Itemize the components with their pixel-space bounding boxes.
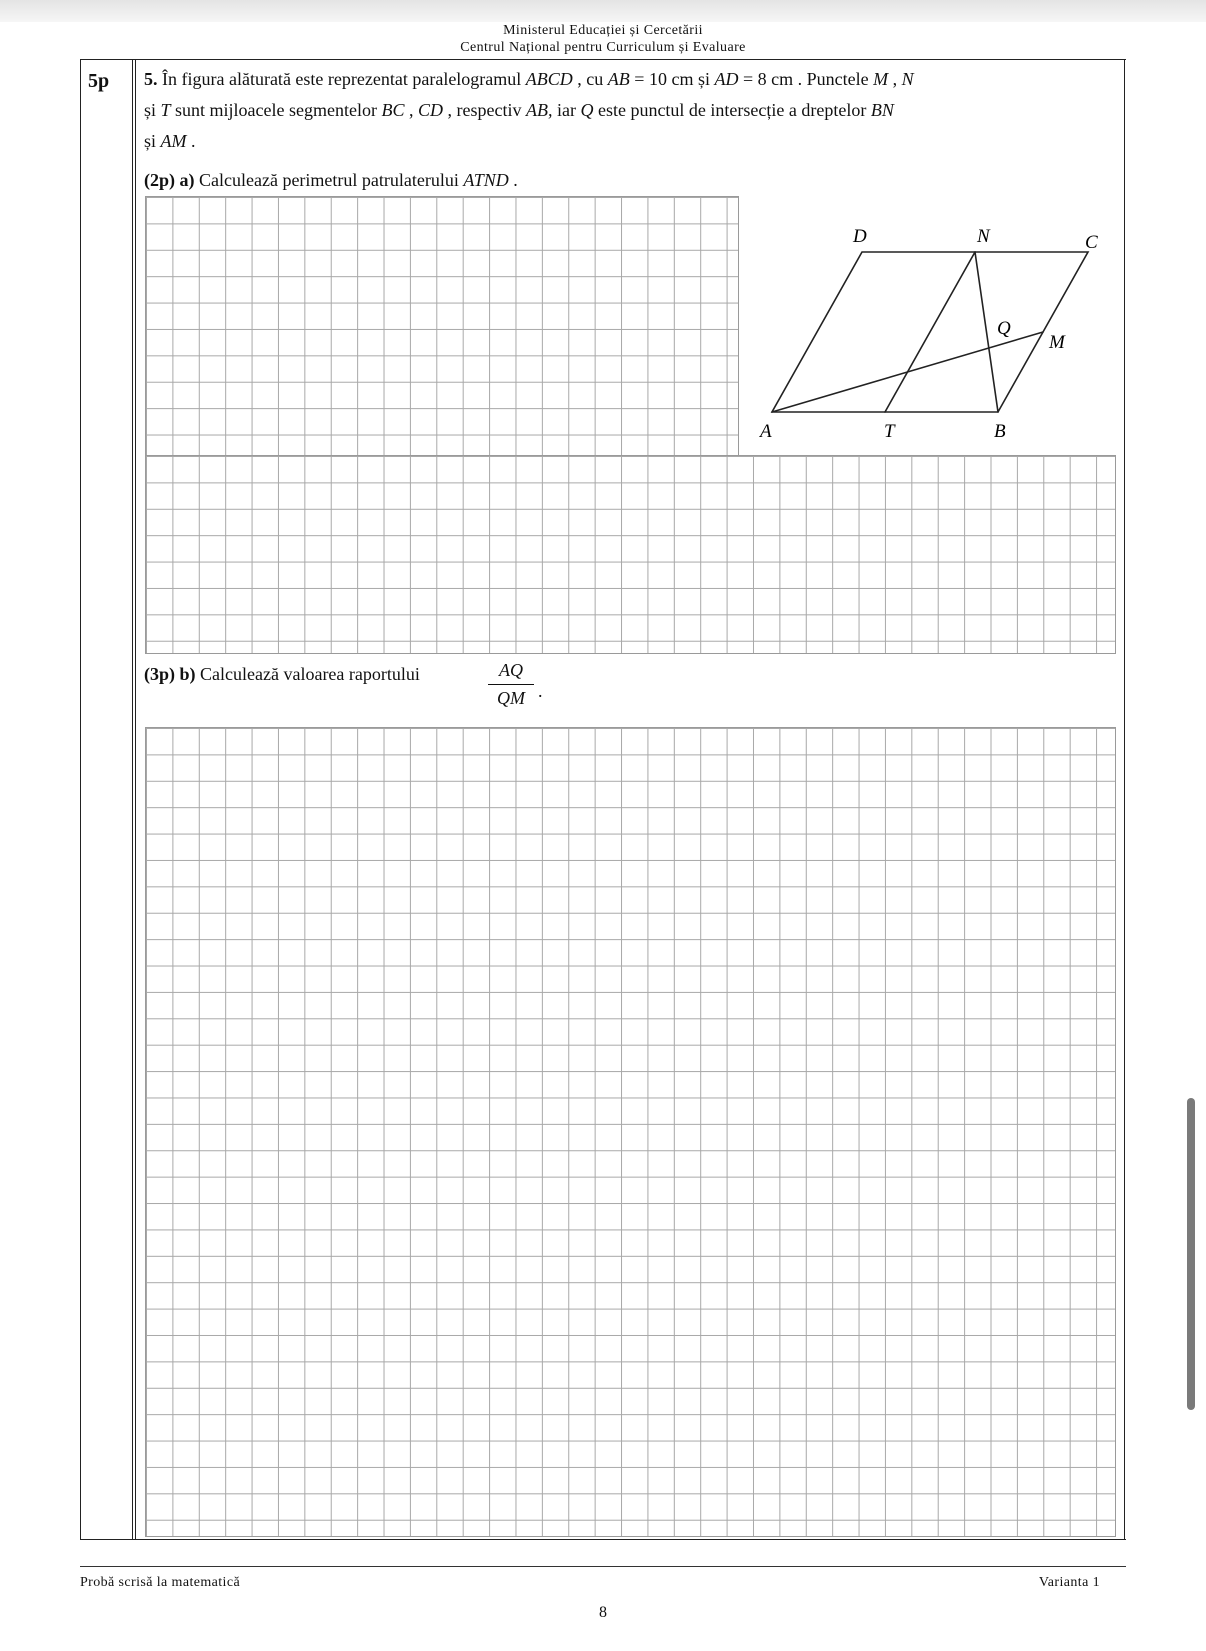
label-q: Q: [997, 318, 1011, 339]
part-a-points: (2p): [144, 170, 175, 190]
header-rule: [80, 59, 1126, 60]
label-c: C: [1085, 232, 1098, 253]
segment-tn: [885, 252, 975, 412]
answer-grid-b[interactable]: [145, 727, 1116, 1537]
frame-points-divider: [132, 60, 136, 1540]
answer-grid-a-upper[interactable]: [145, 196, 739, 456]
fraction-denominator: QM: [497, 688, 525, 708]
page-header: [0, 22, 1206, 56]
header-ministry: Ministerul Educației și Cercetării: [503, 23, 703, 38]
problem-points: 5p: [88, 70, 110, 92]
footer-rule: [80, 1566, 1126, 1567]
top-strip: [0, 0, 1206, 22]
footer-variant: Varianta 1: [1038, 1575, 1100, 1590]
scrollbar-thumb[interactable]: [1187, 1098, 1195, 1410]
ratio-fraction: [488, 660, 534, 709]
part-a-prompt: (2p) a) Calculează perimetrul patrulaterului ATND .: [144, 170, 518, 190]
fraction-numerator: AQ: [499, 660, 523, 680]
answer-grid-a-lower[interactable]: [145, 455, 1116, 654]
part-b-period: .: [538, 681, 543, 701]
fraction-bar: [488, 684, 534, 685]
label-b: B: [994, 421, 1006, 442]
part-a-letter: a): [179, 170, 195, 190]
frame-left-border: [80, 60, 81, 1540]
frame-right-border: [1124, 60, 1125, 1540]
label-d: D: [853, 226, 867, 247]
part-b-points: (3p): [144, 664, 175, 684]
label-t: T: [884, 421, 895, 442]
problem-statement: 5. În figura alăturată este reprezentat paralelogramul ABCD , cu AB = 10 cm și AD = 8 cm . Punctele M , N și T sunt mijloacele segmentelor BC , CD , respectiv AB, iar Q este punctul de intersecție a dreptelor BN și AM .: [144, 69, 914, 151]
label-m: M: [1049, 332, 1065, 353]
parallelogram-figure: [740, 200, 1120, 450]
part-b-letter: b): [179, 664, 196, 684]
footer-exam-name: Probă scrisă la matematică: [80, 1575, 241, 1590]
part-b-prompt: (3p) b) Calculează valoarea raportului: [144, 664, 420, 684]
header-center: Centrul Național pentru Curriculum și Evaluare: [460, 40, 746, 55]
label-n: N: [977, 226, 990, 247]
problem-number: 5.: [144, 69, 158, 89]
frame-bottom-border: [80, 1539, 1126, 1540]
segment-bn: [975, 252, 998, 412]
page-number: 8: [599, 1604, 607, 1621]
label-a: A: [760, 421, 772, 442]
